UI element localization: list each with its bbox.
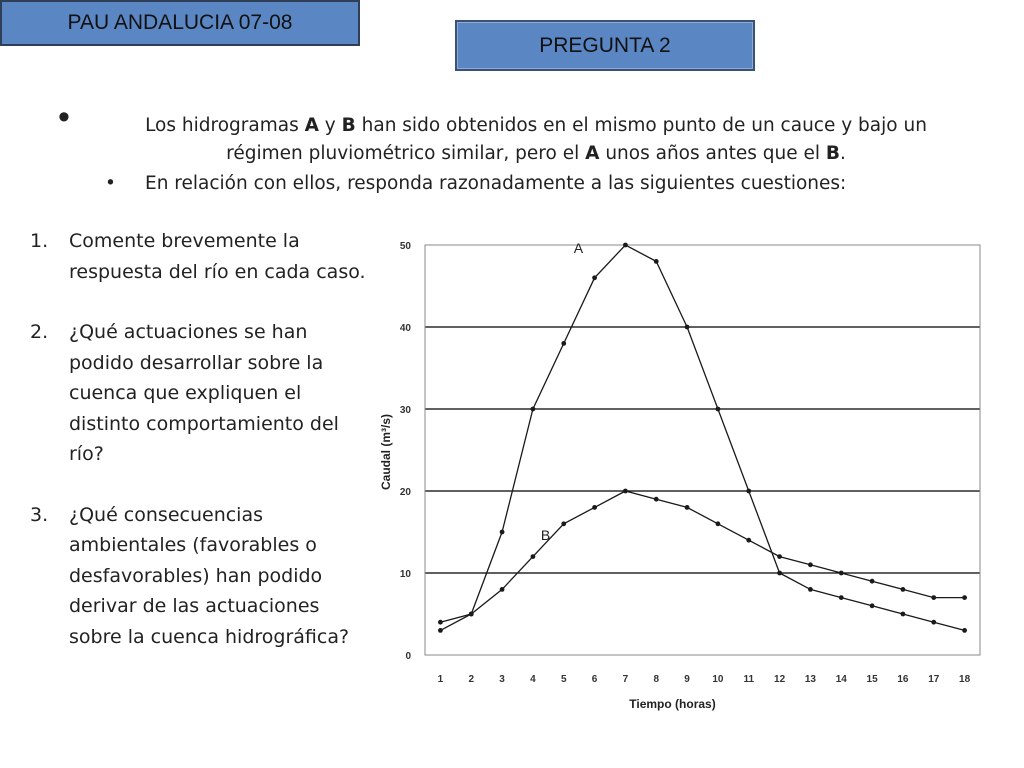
question-header-label: PREGUNTA 2 [539,33,671,57]
x-tick-label: 16 [897,674,909,685]
data-point [469,612,474,617]
data-point [931,595,936,600]
data-point [808,562,813,567]
intro-line-1-bold-run: B [341,115,356,136]
data-point [901,587,906,592]
data-point [438,620,443,625]
intro-bullet: • [58,98,70,136]
x-tick-label: 6 [591,674,598,685]
data-point [500,587,505,592]
exam-header-box [0,0,360,46]
question-number: 3. [30,503,49,526]
data-point [438,628,443,633]
question-number: 2. [30,321,49,343]
data-point [654,259,659,264]
intro-sub-bullet: • [105,173,116,194]
data-point [654,497,659,502]
series-line [440,491,964,622]
plot-area-frame [425,245,980,655]
x-tick-label: 17 [928,674,940,685]
series-label: A [573,240,584,257]
data-point [962,628,967,633]
question-number: 1. [30,230,49,252]
x-tick-label: 8 [653,674,660,685]
x-tick-label: 9 [684,674,690,685]
data-point [592,505,597,510]
intro-line-2-run: unos años antes que el [599,143,826,164]
intro-line-1-bold-run: A [304,115,319,136]
data-point [531,407,536,412]
data-point [746,489,751,494]
data-point [685,505,690,510]
data-point [777,571,782,576]
data-point [592,275,597,280]
y-tick-label: 10 [399,569,411,580]
data-point [901,612,906,617]
x-tick-label: 4 [530,674,536,685]
data-point [839,571,844,576]
question-item [30,317,370,470]
data-point [931,620,936,625]
x-tick-label: 14 [835,674,847,685]
y-tick-label: 0 [405,651,411,662]
data-point [777,554,782,559]
intro-line-2 [0,140,1024,168]
intro-line-2-run: régimen pluviométrico similar, pero el [226,143,586,164]
question-item [30,226,370,287]
question-header-box [455,20,755,71]
data-point [623,243,628,248]
chart-grid [425,327,980,655]
data-point [531,554,536,559]
intro-line-1-run: y [318,115,342,136]
x-tick-label: 18 [959,674,971,685]
intro-line-3 [105,170,1005,198]
x-axis-title: Tiempo (horas) [629,697,716,711]
data-point [746,538,751,543]
intro-line-2-bold-run: A [585,143,600,164]
exam-header-label: PAU ANDALUCIA 07-08 [67,11,293,34]
chart-frame [425,245,980,655]
y-tick-label: 30 [399,405,411,416]
question-text: Comente brevemente la respuesta del río en cada caso. [69,230,366,283]
intro-line-1-run: Los hidrogramas [145,115,305,136]
hydrograph-chart [370,225,990,725]
x-tick-label: 11 [743,674,755,685]
series-label: B [540,527,551,544]
x-tick-label: 3 [499,674,505,685]
x-tick-labels [438,674,971,685]
data-point [685,325,690,330]
y-tick-label: 40 [399,323,411,334]
data-point [962,595,967,600]
question-item [30,500,370,653]
series-B [438,489,967,625]
data-point [870,603,875,608]
data-point [716,407,721,412]
data-point [561,341,566,346]
x-tick-label: 7 [622,674,629,685]
question-text: ¿Qué consecuencias ambientales (favorables o desfavorables) han podido derivar de las actuaciones sobre la cuenca hidrográfica? [69,503,350,648]
intro-line-2-bold-run: B [825,143,840,164]
question-list [30,226,370,682]
y-tick-label: 20 [399,487,411,498]
x-tick-label: 5 [560,674,567,685]
data-point [500,530,505,535]
y-tick-labels [400,241,412,662]
x-tick-label: 1 [437,674,444,685]
intro-instruction-text: En relación con ellos, responda razonadamente a las siguientes cuestiones: [145,173,847,194]
intro-line-1-run: han sido obtenidos en el mismo punto de un cauce y bajo un [355,115,927,136]
x-tick-label: 2 [468,674,475,685]
intro-line-1 [0,112,1024,140]
x-tick-label: 10 [712,674,724,685]
question-text: ¿Qué actuaciones se han podido desarrollar sobre la cuenca que expliquen el distinto comportamiento del río? [69,321,339,465]
chart-series [438,240,967,633]
y-axis-title: Caudal (m³/s) [379,413,393,491]
data-point [808,587,813,592]
x-tick-label: 12 [774,674,786,685]
data-point [839,595,844,600]
data-point [561,521,566,526]
data-point [623,489,628,494]
data-point [716,521,721,526]
x-tick-label: 15 [866,674,878,685]
x-tick-label: 13 [804,674,816,685]
intro-line-2-run: . [839,143,846,164]
data-point [870,579,875,584]
y-tick-label: 50 [399,241,411,252]
